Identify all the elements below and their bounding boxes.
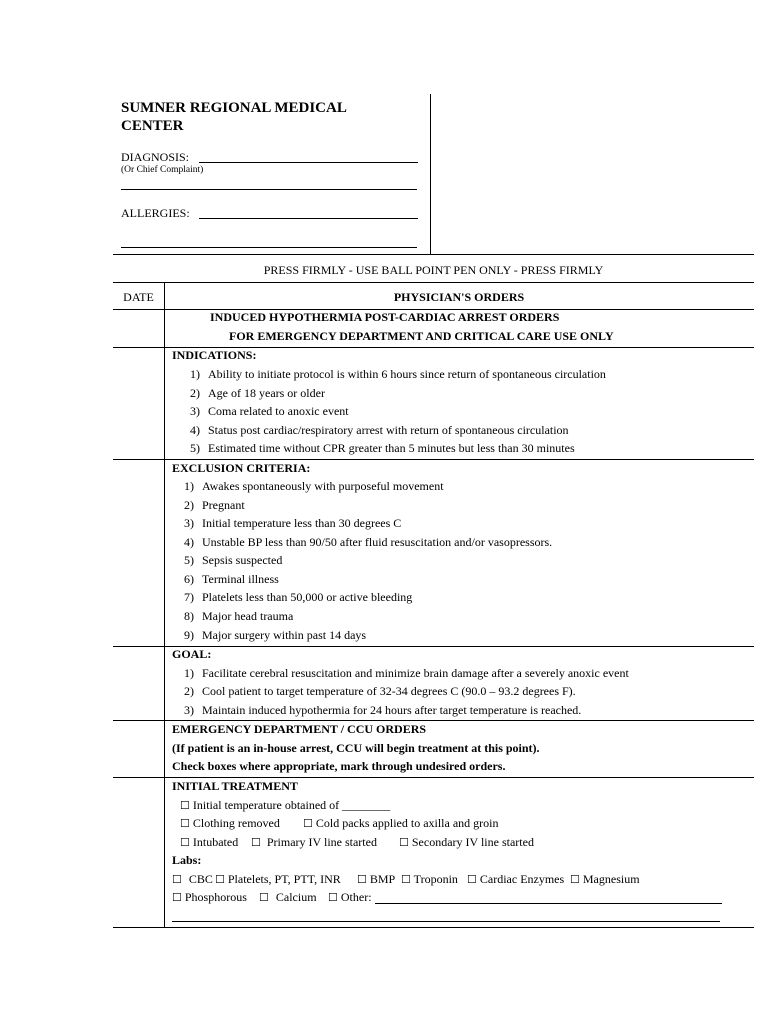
item-number: 4) [190, 423, 200, 437]
checkbox-icon[interactable]: ☐ [259, 892, 269, 904]
calcium-label: Calcium [275, 890, 317, 904]
indication-item [178, 386, 325, 401]
checkbox-icon[interactable]: ☐ [303, 818, 313, 830]
initial-temperature-option[interactable] [180, 798, 390, 814]
exclusion-item [172, 553, 282, 568]
item-text: Cool patient to target temperature of 32-34 degrees C (90.0 – 93.2 degrees F). [202, 684, 576, 698]
goal-item [172, 703, 581, 718]
checkbox-icon[interactable]: ☐ [401, 874, 411, 886]
bmp-label: BMP [369, 872, 396, 886]
primary-iv-option[interactable] [251, 835, 377, 851]
item-text: Coma related to anoxic event [208, 404, 349, 418]
checkbox-icon[interactable]: ☐ [180, 837, 190, 849]
ed-ccu-orders-heading: EMERGENCY DEPARTMENT / CCU ORDERS [172, 722, 427, 736]
exclusion-item [172, 609, 293, 624]
chief-complaint-label: (Or Chief Complaint) [121, 165, 204, 175]
item-text: Awakes spontaneously with purposeful movement [202, 479, 444, 493]
checkbox-icon[interactable]: ☐ [251, 837, 261, 849]
checkbox-icon[interactable]: ☐ [570, 874, 580, 886]
other-option[interactable] [328, 890, 372, 906]
item-number: 6) [184, 572, 194, 586]
labs-heading: Labs: [172, 853, 202, 867]
diagnosis-field[interactable] [199, 162, 418, 163]
indication-item [178, 441, 575, 456]
date-column-divider [164, 282, 165, 928]
item-text: Status post cardiac/respiratory arrest with return of spontaneous circulation [208, 423, 569, 437]
checkbox-icon[interactable]: ☐ [399, 837, 409, 849]
header-divider [430, 94, 431, 254]
intubated-option[interactable] [180, 835, 238, 851]
exclusion-item [172, 498, 245, 513]
cardiac-enzymes-option[interactable] [467, 872, 564, 888]
hospital-name-line1: SUMNER REGIONAL MEDICAL [121, 100, 347, 116]
item-text: Sepsis suspected [202, 553, 283, 567]
checkbox-icon[interactable]: ☐ [172, 874, 182, 886]
cbc-option[interactable] [172, 872, 213, 888]
item-text: Unstable BP less than 90/50 after fluid resuscitation and/or vasopressors. [202, 535, 553, 549]
item-text: Platelets less than 50,000 or active bleeding [202, 590, 413, 604]
order-title-line1: INDUCED HYPOTHERMIA POST-CARDIAC ARREST ORDERS [210, 310, 560, 324]
other-field-line2[interactable] [172, 921, 720, 922]
cold-packs-label: Cold packs applied to axilla and groin [315, 816, 499, 830]
checkbox-icon[interactable]: ☐ [172, 892, 182, 904]
orders-column-header: PHYSICIAN'S ORDERS [393, 290, 525, 304]
checkbox-icon[interactable]: ☐ [357, 874, 367, 886]
goal-heading: GOAL: [172, 647, 212, 661]
intubated-label: Intubated [192, 835, 239, 849]
item-number: 2) [184, 684, 194, 698]
item-text: Pregnant [202, 498, 245, 512]
item-number: 3) [184, 703, 194, 717]
goal-item [172, 684, 576, 699]
header-rule [113, 254, 754, 255]
clothing-removed-label: Clothing removed [192, 816, 280, 830]
order-title-line2: FOR EMERGENCY DEPARTMENT AND CRITICAL CARE USE ONLY [229, 329, 614, 343]
indication-item [178, 404, 349, 419]
exclusion-item [172, 572, 279, 587]
exclusion-item [172, 516, 401, 531]
checkbox-icon[interactable]: ☐ [328, 892, 338, 904]
checkbox-icon[interactable]: ☐ [467, 874, 477, 886]
date-column-header: DATE [123, 290, 154, 304]
phosphorous-option[interactable] [172, 890, 247, 906]
table-bottom-rule [113, 927, 754, 928]
item-number: 1) [184, 666, 194, 680]
secondary-iv-label: Secondary IV line started [411, 835, 534, 849]
indications-heading: INDICATIONS: [172, 348, 257, 362]
item-text: Facilitate cerebral resuscitation and minimize brain damage after a severely anoxic event [202, 666, 629, 680]
item-text: Ability to initiate protocol is within 6 hours since return of spontaneous circulation [208, 367, 606, 381]
diagnosis-label: DIAGNOSIS: [121, 150, 190, 164]
platelets-label: Platelets, PT, PTT, INR [227, 872, 341, 886]
item-text: Maintain induced hypothermia for 24 hours after target temperature is reached. [202, 703, 582, 717]
allergies-label: ALLERGIES: [121, 206, 190, 220]
item-text: Major head trauma [202, 609, 294, 623]
goal-rule [113, 720, 754, 721]
troponin-option[interactable] [401, 872, 458, 888]
item-text: Initial temperature less than 30 degrees C [202, 516, 402, 530]
indication-item [178, 367, 606, 382]
troponin-label: Troponin [413, 872, 458, 886]
exclusion-item [172, 628, 366, 643]
indication-item [178, 423, 569, 438]
indications-rule [113, 459, 754, 460]
clothing-removed-option[interactable] [180, 816, 280, 832]
item-number: 1) [190, 367, 200, 381]
other-label: Other: [340, 890, 372, 904]
item-number: 7) [184, 590, 194, 604]
item-number: 2) [184, 498, 194, 512]
ed-ccu-rule [113, 777, 754, 778]
item-text: Terminal illness [202, 572, 279, 586]
table-top-rule [113, 282, 754, 283]
item-number: 3) [190, 404, 200, 418]
item-number: 2) [190, 386, 200, 400]
item-number: 3) [184, 516, 194, 530]
checkbox-icon[interactable]: ☐ [180, 818, 190, 830]
checkbox-icon[interactable]: ☐ [215, 874, 225, 886]
item-text: Estimated time without CPR greater than 5 minutes but less than 30 minutes [208, 441, 575, 455]
press-firmly-notice: PRESS FIRMLY - USE BALL POINT PEN ONLY - PRESS FIRMLY [263, 263, 604, 277]
check-boxes-instruction: Check boxes where appropriate, mark through undesired orders. [172, 759, 506, 773]
exclusion-heading: EXCLUSION CRITERIA: [172, 461, 311, 475]
allergies-field-line2[interactable] [121, 247, 417, 248]
cold-packs-option[interactable] [303, 816, 499, 832]
item-number: 8) [184, 609, 194, 623]
hospital-name-line2: CENTER [121, 118, 184, 134]
in-house-arrest-note: (If patient is an in-house arrest, CCU will begin treatment at this point). [172, 741, 540, 755]
primary-iv-label: Primary IV line started [266, 835, 377, 849]
exclusion-item [172, 590, 412, 605]
other-field[interactable] [375, 903, 722, 904]
goal-item [172, 666, 629, 681]
phosphorous-label: Phosphorous [184, 890, 247, 904]
exclusion-item [172, 535, 552, 550]
item-number: 9) [184, 628, 194, 642]
item-text: Major surgery within past 14 days [202, 628, 367, 642]
platelets-option[interactable] [215, 872, 341, 888]
magnesium-label: Magnesium [582, 872, 640, 886]
hospital-name [121, 99, 421, 135]
allergies-field[interactable] [199, 218, 418, 219]
bmp-option[interactable] [357, 872, 395, 888]
diagnosis-field-line2[interactable] [121, 189, 417, 190]
cbc-label: CBC [188, 872, 213, 886]
exclusion-item [172, 479, 444, 494]
initial-treatment-heading: INITIAL TREATMENT [172, 779, 298, 793]
item-text: Age of 18 years or older [208, 386, 325, 400]
item-number: 4) [184, 535, 194, 549]
cardiac-enzymes-label: Cardiac Enzymes [479, 872, 565, 886]
checkbox-icon[interactable]: ☐ [180, 800, 190, 812]
magnesium-option[interactable] [570, 872, 640, 888]
item-number: 5) [190, 441, 200, 455]
calcium-option[interactable] [259, 890, 317, 906]
item-number: 5) [184, 553, 194, 567]
initial-temperature-label: Initial temperature obtained of ________ [192, 798, 391, 812]
secondary-iv-option[interactable] [399, 835, 534, 851]
item-number: 1) [184, 479, 194, 493]
